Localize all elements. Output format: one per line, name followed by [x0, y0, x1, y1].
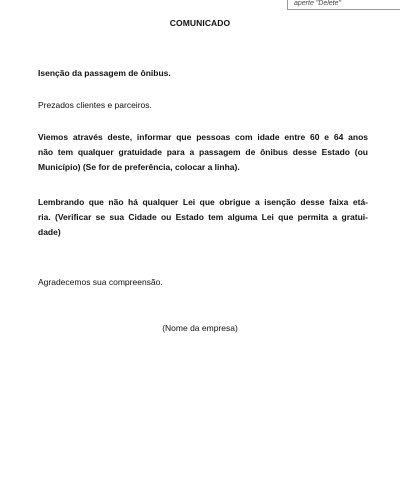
document-title: COMUNICADO [169, 18, 231, 28]
paragraph-1-line-3: Município) (Se for de preferência, colocar a linha). [38, 162, 240, 172]
paragraph-1-line-1: Viemos através deste, informar que pessoas com idade entre 60 e 64 anos [38, 132, 368, 142]
paragraph-1-line-2: não tem qualquer gratuidade para a passagem de ônibus desse Estado (ou [38, 147, 368, 157]
paragraph-2-line-2: ria. (Verificar se sua Cidade ou Estado tem alguma Lei que permita a gratui- [38, 212, 368, 222]
paragraph-age-exemption [38, 130, 368, 175]
subject-line: Isenção da passagem de ônibus. [38, 68, 171, 78]
paragraph-2-line-1: Lembrando que não há qualquer Lei que obrigue a isenção desse faixa etá- [38, 197, 368, 207]
closing-line: Agradecemos sua compreensão. [38, 277, 163, 287]
paragraph-2-line-3: dade) [38, 227, 61, 237]
paragraph-law-reminder [38, 195, 368, 240]
greeting-line: Prezados clientes e parceiros. [38, 100, 152, 110]
delete-hint-box [287, 0, 400, 10]
company-name-placeholder: (Nome da empresa) [162, 323, 238, 333]
delete-hint-text: aperte "Delete" [294, 0, 341, 7]
